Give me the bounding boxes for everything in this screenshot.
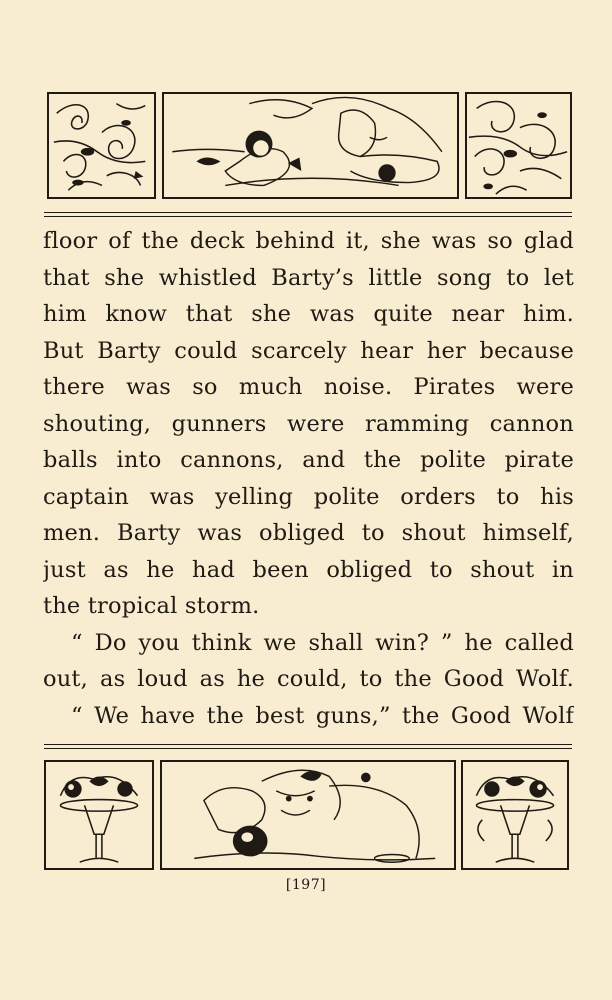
top-left-ornament-panel	[47, 92, 156, 199]
top-divider-rule	[44, 212, 572, 213]
text-line: “ Do you think we shall win? ” he called	[71, 629, 574, 656]
text-line: just as he had been obliged to shout in	[43, 556, 574, 583]
text-line: floor of the deck behind it, she was so glad	[43, 228, 574, 254]
barty-and-wolf-illustration-icon	[164, 94, 457, 197]
text-line: him know that she was quite near him.	[43, 301, 574, 327]
fruit-bowl-icon	[46, 762, 152, 868]
text-line: captain was yelling polite orders to his	[43, 483, 574, 510]
text-line: the tropical storm.	[43, 593, 260, 619]
text-line: balls into cannons, and the polite pirate	[43, 447, 574, 473]
body-text	[43, 223, 574, 734]
bottom-left-fruit-panel	[44, 760, 154, 870]
bottom-divider-rule	[44, 744, 572, 745]
bottom-divider-rule-second	[44, 748, 572, 749]
text-line: shouting, gunners were ramming cannon	[43, 410, 574, 437]
text-line: out, as loud as he could, to the Good Wolf.	[43, 666, 574, 692]
flourish-ornament-icon	[467, 94, 570, 197]
text-line: that she whistled Barty’s little song to let	[43, 264, 574, 291]
text-line: But Barty could scarcely hear her because	[43, 337, 574, 364]
bottom-right-fruit-panel	[461, 760, 569, 870]
page-number: [197]	[285, 877, 327, 893]
text-line: men. Barty was obliged to shout himself,	[43, 520, 574, 546]
text-line: “ We have the best guns,” the Good Wolf	[71, 702, 574, 729]
top-center-illustration-panel	[162, 92, 459, 199]
top-divider-rule-second	[44, 216, 572, 217]
bottom-center-illustration-panel	[160, 760, 456, 870]
fruit-bowl-icon	[463, 762, 567, 868]
flourish-ornament-icon	[49, 94, 154, 197]
top-right-ornament-panel	[465, 92, 572, 199]
wolf-pouring-tea-illustration-icon	[162, 762, 454, 868]
text-line: there was so much noise. Pirates were	[43, 374, 574, 400]
